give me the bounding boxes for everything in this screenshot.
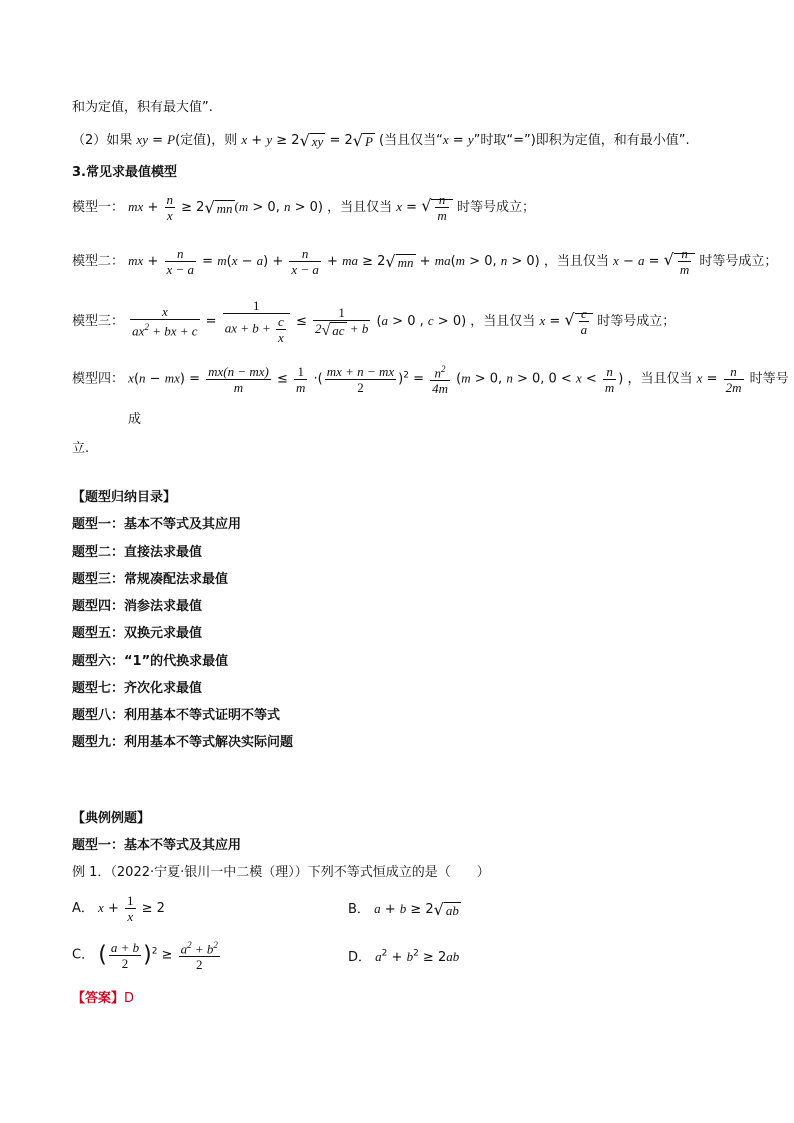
- model-4: 模型四： x(n − mx) = $\frac{mx(n - mx)}{m}$ ≤ $\frac{1}{m}$ ·( $\frac{mx + n - mx}{2}$ )$^2$ = $\frac{n^2}{4m}$ (m > 0, n > 0, 0 < x < $\frac{n}{m}$ ) ，当且仅当 x = $\frac{n}{2m}$ 时等号: [72, 363, 789, 397]
- option-c: C． ( $\frac{a + b}{2}$ )$^2$ ≥ $\frac{a^2 + b^2}{2}$: [72, 939, 218, 973]
- model-3: 模型三： $\frac{x}{ax^2 + bx + c}$ = 1 ax + b + $\frac{c}{x}$ ≤ $\frac{1}{2√ ac + b}$ (a > 0 , c > 0) ，当且仅当 x = √ $\frac{c}{a}$ 时等号成立；: [72, 298, 676, 345]
- example-1-question: 例 1．（2022·宁夏·银川一中二模（理））下列不等式恒成立的是（ ）: [72, 865, 490, 880]
- answer: 【答案】D: [72, 991, 135, 1006]
- model-4-wrap-2: 立.: [72, 441, 90, 456]
- toc-item: 题型一：基本不等式及其应用: [72, 517, 242, 532]
- toc-item: 题型五：双换元求最值: [72, 626, 203, 641]
- toc-item: 题型七：齐次化求最值: [72, 681, 203, 696]
- toc-item: 题型四：消参法求最值: [72, 599, 203, 614]
- type-1-heading: 题型一：基本不等式及其应用: [72, 838, 242, 853]
- intro-line-1: 和为定值，积有最大值”.: [72, 100, 213, 115]
- toc-item: 题型二：直接法求最值: [72, 545, 203, 560]
- option-a: A． x + $\frac{1}{x}$ ≥ 2: [72, 893, 165, 924]
- model-1: 模型一： mx + $\frac{n}{x}$ ≥ 2√ mn (m > 0, n > 0) ，当且仅当 x = √ $\frac{n}{m}$ 时等号成立；: [72, 192, 535, 223]
- option-d: D． $a^2 + b^2 \ge 2ab$: [348, 948, 460, 965]
- toc-heading: 【题型归纳目录】: [72, 490, 177, 505]
- toc-item: 题型九：利用基本不等式解决实际问题: [72, 735, 294, 750]
- model-2: 模型二： mx + $\frac{n}{x - a}$ = m(x − a) + $\frac{n}{x - a}$ + ma ≥ 2√ mn + ma(m > 0, n > 0) ，当且仅当 x − a = √ $\frac{n}{m}$ 时等号成立；: [72, 246, 778, 277]
- intro-line-2: （2）如果 xy = P(定值)，则 x + y ≥ 2√ xy = 2√ P (当且仅当“x = y”时取“=”)即积为定值，和有最小值”.: [72, 131, 690, 150]
- toc-item: 题型六：“1”的代换求最值: [72, 654, 229, 669]
- option-b: B． a + b ≥ 2√ ab: [348, 900, 459, 919]
- toc-item: 题型三：常规凑配法求最值: [72, 572, 229, 587]
- section-3-heading: 3.常见求最值模型: [72, 165, 177, 180]
- examples-heading: 【典例例题】: [72, 811, 151, 826]
- toc-item: 题型八：利用基本不等式证明不等式: [72, 708, 281, 723]
- model-4-wrap-1: 成: [128, 412, 142, 427]
